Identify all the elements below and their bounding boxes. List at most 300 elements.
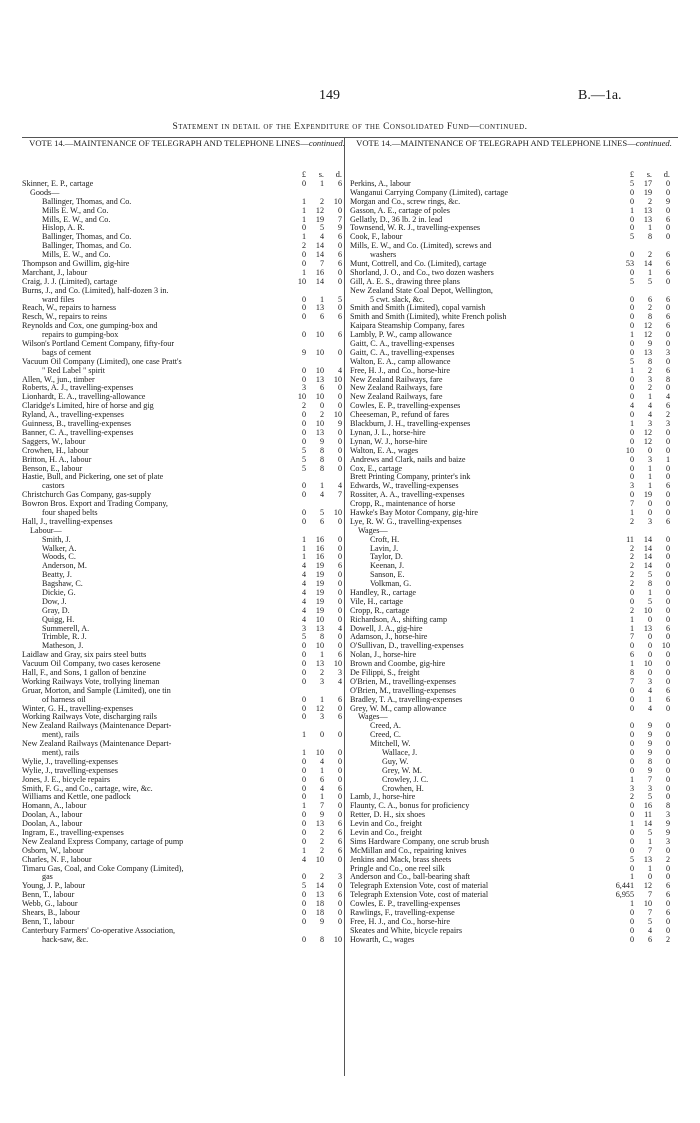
shillings-value: 12 xyxy=(643,881,652,891)
shillings-value: 0 xyxy=(647,650,652,660)
pounds-value: 0 xyxy=(301,312,306,322)
shillings-value: 19 xyxy=(643,187,652,197)
table-row xyxy=(350,322,678,331)
item-description: New Zealand Railways (Maintenance Depart- xyxy=(22,722,172,731)
left-column xyxy=(22,138,352,945)
pounds-value: 1 xyxy=(629,205,634,215)
pence-value: 3 xyxy=(337,667,342,677)
pence-value: 0 xyxy=(337,205,342,215)
pence-value: 0 xyxy=(665,614,670,624)
shillings-value: 4 xyxy=(319,490,324,500)
item-description: Vacuum Oil Company (Limited), one case Pratt's xyxy=(22,357,182,366)
item-description: Hawke's Bay Motor Company, gig-hire xyxy=(350,508,478,517)
pence-value: 0 xyxy=(665,756,670,766)
table-row xyxy=(350,678,678,687)
pence-value: 0 xyxy=(337,579,342,589)
pounds-value: 0 xyxy=(629,756,634,766)
item-description: Webb, G., labour xyxy=(22,900,78,909)
item-description: Smith and Smith (Limited), white French polish xyxy=(350,313,507,322)
shillings-value: 4 xyxy=(647,410,652,420)
pounds-value: 0 xyxy=(301,792,306,802)
shillings-value: 8 xyxy=(647,232,652,242)
pounds-value: 0 xyxy=(301,890,306,900)
pence-value: 0 xyxy=(337,401,342,411)
pence-value: 0 xyxy=(665,232,670,242)
shillings-value: 19 xyxy=(643,490,652,500)
pence-value: 0 xyxy=(665,579,670,589)
table-row xyxy=(350,802,678,811)
table-row xyxy=(350,278,678,287)
shillings-value: 2 xyxy=(647,196,652,206)
table-row xyxy=(350,233,678,242)
item-amount xyxy=(278,918,350,927)
table-row xyxy=(350,793,678,802)
pounds-value: 4 xyxy=(301,579,306,589)
shillings-value: 13 xyxy=(643,347,652,357)
item-description: Jones, J. E., bicycle repairs xyxy=(22,775,110,784)
table-row xyxy=(350,927,678,936)
page-number: 149 xyxy=(319,88,340,103)
shillings-value: 8 xyxy=(647,579,652,589)
shillings-value: 9 xyxy=(647,748,652,757)
item-description: Free, H. J., and Co., horse-hire xyxy=(350,917,450,926)
item-description: Dowell, J. A., gig-hire xyxy=(350,624,423,633)
pounds-value: 0 xyxy=(629,383,634,393)
pence-value: 6 xyxy=(665,516,670,526)
item-description: Telegraph Extension Vote, cost of material xyxy=(350,891,489,900)
item-description: Craig, J. J. (Limited), cartage xyxy=(22,277,118,286)
item-description: Cropp, R., cartage xyxy=(350,606,410,615)
shillings-value: 1 xyxy=(647,267,652,277)
pounds-value: 2 xyxy=(629,543,634,553)
pounds-value: 0 xyxy=(301,223,306,233)
pence-value: 0 xyxy=(665,676,670,686)
table-row xyxy=(350,420,678,429)
pence-value: 0 xyxy=(665,783,670,793)
pounds-value: 0 xyxy=(301,676,306,686)
shillings-value: 1 xyxy=(319,765,324,775)
pence-value: 0 xyxy=(337,756,342,766)
pounds-value: 4 xyxy=(301,605,306,615)
shillings-value: 12 xyxy=(643,330,652,340)
pence-value: 0 xyxy=(665,303,670,313)
pence-value: 6 xyxy=(337,179,342,188)
shillings-value: 5 xyxy=(647,570,652,580)
table-row xyxy=(350,731,678,740)
table-row xyxy=(350,909,678,918)
left-expenditure-list xyxy=(22,180,352,945)
shillings-value: 16 xyxy=(315,267,324,277)
shillings-value: 2 xyxy=(647,303,652,313)
table-row xyxy=(350,296,678,305)
pounds-value: 1 xyxy=(301,267,306,277)
item-description: Lynan, J. L., horse-hire xyxy=(350,428,426,437)
table-row xyxy=(22,856,352,865)
item-description: Richardson, A., shifting camp xyxy=(350,615,448,624)
item-description: ment), rails xyxy=(42,731,80,740)
pounds-value: 0 xyxy=(301,916,306,926)
item-amount xyxy=(278,313,350,322)
pounds-value: 1 xyxy=(629,507,634,517)
pence-value: 4 xyxy=(337,481,342,491)
pence-value: 0 xyxy=(665,765,670,775)
table-row xyxy=(350,447,678,456)
pence-value: 0 xyxy=(665,490,670,500)
shillings-value: 2 xyxy=(647,250,652,260)
table-row xyxy=(350,411,678,420)
table-row xyxy=(350,180,678,189)
pounds-value: 1 xyxy=(629,899,634,909)
pounds-value: 1 xyxy=(301,552,306,562)
shillings-value: 0 xyxy=(647,499,652,509)
pounds-value: 8 xyxy=(629,667,634,677)
shillings-value: 8 xyxy=(319,632,324,642)
pounds-value: 1 xyxy=(629,614,634,624)
table-row xyxy=(350,358,678,367)
item-description: Bowron Bros. Export and Trading Company, xyxy=(22,500,168,509)
shillings-value: 13 xyxy=(315,659,324,669)
pounds-value: 0 xyxy=(629,685,634,695)
item-description: Anderson, M. xyxy=(42,562,87,571)
pounds-value: 0 xyxy=(629,845,634,855)
table-row xyxy=(350,705,678,714)
pence-value: 9 xyxy=(665,196,670,206)
pounds-value: 0 xyxy=(629,250,634,260)
item-description: Young, J. P., labour xyxy=(22,882,86,891)
shillings-value: 10 xyxy=(315,854,324,864)
item-description: of harness oil xyxy=(42,695,86,704)
table-row xyxy=(22,518,352,527)
pence-value: 6 xyxy=(337,890,342,900)
shillings-value: 14 xyxy=(643,552,652,562)
item-description: Skinner, E. P., cartage xyxy=(22,180,94,188)
pence-value: 6 xyxy=(337,232,342,242)
item-description: Resch, W., repairs to reins xyxy=(22,313,108,322)
item-description: 5 cwt. slack, &c. xyxy=(370,295,425,304)
item-description: Andrews and Clark, nails and baize xyxy=(350,455,466,464)
table-row xyxy=(22,713,352,722)
shillings-value: 4 xyxy=(319,232,324,242)
shillings-value: 3 xyxy=(647,374,652,384)
item-description: New Zealand Railways (Maintenance Depart- xyxy=(22,740,172,749)
item-description: Skeates and White, bicycle repairs xyxy=(350,926,462,935)
item-description: Rawlings, F., travelling-expense xyxy=(350,909,455,918)
pence-value: 0 xyxy=(665,570,670,580)
item-amount xyxy=(278,713,350,722)
pounds-value: 4 xyxy=(301,570,306,580)
pence-value: 0 xyxy=(337,552,342,562)
shillings-value: 10 xyxy=(315,365,324,375)
table-row xyxy=(350,224,678,233)
item-description: Working Railways Vote, trollying lineman xyxy=(22,677,160,686)
pounds-value: 0 xyxy=(629,214,634,224)
pounds-value: 6,955 xyxy=(615,890,634,900)
item-description: Banner, C. A., travelling-expenses xyxy=(22,428,134,437)
pence-value: 0 xyxy=(665,925,670,935)
item-description: Blackburn, J. H., travelling-expenses xyxy=(350,420,471,429)
item-description: Wanganui Carrying Company (Limited), cartage xyxy=(350,188,508,197)
pounds-value: 1 xyxy=(301,748,306,757)
pence-value: 3 xyxy=(665,347,670,357)
item-description: Jenkins and Mack, brass sheets xyxy=(350,855,452,864)
item-description: Retter, D. H., six shoes xyxy=(350,811,426,820)
pence-value: 0 xyxy=(665,543,670,553)
item-description: Wages— xyxy=(358,713,388,722)
pounds-value: 0 xyxy=(301,250,306,260)
item-description: Taylor, D. xyxy=(370,553,403,562)
shillings-value: 8 xyxy=(319,454,324,464)
item-description: Rossiter, A. A., travelling-expenses xyxy=(350,491,465,500)
pence-value: 6 xyxy=(665,294,670,304)
item-description: Howarth, C., wages xyxy=(350,935,415,944)
shillings-value: 14 xyxy=(315,276,324,286)
table-row xyxy=(350,669,678,678)
shillings-value: 2 xyxy=(647,383,652,393)
pounds-value: 0 xyxy=(301,490,306,500)
pounds-value: 11 xyxy=(626,534,634,544)
pence-value: 0 xyxy=(337,463,342,473)
shillings-value: 7 xyxy=(647,908,652,918)
pence-value: 2 xyxy=(665,934,670,944)
shillings-value: 4 xyxy=(647,401,652,411)
pence-value: 6 xyxy=(337,259,342,269)
table-row xyxy=(350,829,678,838)
item-description: Levin and Co., freight xyxy=(350,829,422,838)
shillings-value: 3 xyxy=(647,516,652,526)
pence-value: 0 xyxy=(337,596,342,606)
table-row xyxy=(350,402,678,411)
pounds-value: 3 xyxy=(629,481,634,491)
shillings-value: 14 xyxy=(643,561,652,571)
pence-value: 0 xyxy=(337,854,342,864)
shillings-value: 8 xyxy=(647,312,652,322)
pounds-value: 0 xyxy=(301,419,306,429)
item-description: Laidlaw and Gray, six pairs steel butts xyxy=(22,651,147,660)
table-row xyxy=(350,269,678,278)
pence-value: 0 xyxy=(665,632,670,642)
pence-value: 0 xyxy=(337,632,342,642)
pence-value: 0 xyxy=(337,703,342,713)
pence-value: 6 xyxy=(665,259,670,269)
right-expenditure-list xyxy=(350,180,678,945)
pounds-value: 0 xyxy=(629,472,634,482)
table-row xyxy=(350,865,678,874)
shillings-value: 2 xyxy=(319,828,324,838)
shillings-value: 5 xyxy=(647,276,652,286)
pence-value: 7 xyxy=(337,214,342,224)
item-description: Gaitt, C. A., travelling-expenses xyxy=(350,348,455,357)
item-description: Lye, R. W. G., travelling-expenses xyxy=(350,517,462,526)
table-row xyxy=(350,287,678,296)
item-description: Wylie, J., travelling-expenses xyxy=(22,757,118,766)
shillings-value: 1 xyxy=(647,463,652,473)
shillings-value: 3 xyxy=(647,454,652,464)
item-description: Flaunty, C. A., bonus for proficiency xyxy=(350,802,470,811)
pence-value: 6 xyxy=(665,694,670,704)
item-description: Guy, W. xyxy=(382,757,409,766)
shillings-value: 19 xyxy=(315,579,324,589)
pence-value: 0 xyxy=(337,605,342,615)
table-row xyxy=(22,278,352,287)
item-description: washers xyxy=(370,251,397,260)
pence-value: 0 xyxy=(337,730,342,740)
shillings-value: 3 xyxy=(647,676,652,686)
pounds-value: 6 xyxy=(629,650,634,660)
item-description: Lamb, J., horse-hire xyxy=(350,793,416,802)
shillings-value: 8 xyxy=(647,756,652,766)
pence-value: 6 xyxy=(337,694,342,704)
table-row xyxy=(350,589,678,598)
pounds-value: 0 xyxy=(301,810,306,820)
pounds-value: 1 xyxy=(629,872,634,882)
item-description: Burns, J., and Co. (Limited), half-dozen 3 in. xyxy=(22,286,169,295)
item-description: Free, H. J., and Co., horse-hire xyxy=(350,366,450,375)
pence-value: 0 xyxy=(337,908,342,918)
table-row xyxy=(350,304,678,313)
pounds-value: 0 xyxy=(301,703,306,713)
pence-value: 6 xyxy=(665,214,670,224)
item-description: Dow, J. xyxy=(42,597,67,606)
item-description: hack-saw, &c. xyxy=(42,935,89,944)
item-amount xyxy=(606,518,678,527)
item-description: Timaru Gas, Coal, and Coke Company (Limited), xyxy=(22,864,184,873)
pounds-value: 2 xyxy=(629,516,634,526)
item-description: Wilson's Portland Cement Company, fifty-four xyxy=(22,340,175,349)
vote-heading: VOTE 14.—MAINTENANCE OF TELEGRAPH AND TELEPHONE LINES— xyxy=(29,138,309,148)
pounds-value: 4 xyxy=(301,561,306,571)
table-row xyxy=(350,820,678,829)
pence-value: 0 xyxy=(665,534,670,544)
item-amount xyxy=(278,491,350,500)
table-row xyxy=(350,198,678,207)
right-column xyxy=(350,138,678,945)
pence-value: 6 xyxy=(337,561,342,571)
pence-value: 0 xyxy=(665,187,670,197)
table-row xyxy=(350,260,678,269)
item-description: Brown and Coombe, gig-hire xyxy=(350,660,446,669)
pounds-value: 0 xyxy=(629,223,634,233)
shillings-value: 13 xyxy=(643,205,652,215)
table-row xyxy=(350,713,678,722)
table-row xyxy=(22,731,352,740)
item-description: Crowley, J. C. xyxy=(382,775,429,784)
item-description: Hall, J., travelling-expenses xyxy=(22,517,113,526)
table-row xyxy=(350,749,678,758)
shillings-value: 4 xyxy=(647,703,652,713)
pounds-value: 0 xyxy=(629,587,634,597)
item-description: Cheeseman, P., refund of fares xyxy=(350,411,450,420)
item-amount xyxy=(606,278,678,287)
pounds-value: 0 xyxy=(629,392,634,402)
pence-value: 2 xyxy=(665,854,670,864)
pence-value: 6 xyxy=(665,881,670,891)
pounds-value: 1 xyxy=(629,659,634,669)
pence-value: 6 xyxy=(665,321,670,331)
shillings-value: 17 xyxy=(643,179,652,188)
item-description: Reach, W., repairs to harness xyxy=(22,304,117,313)
pounds-value: 3 xyxy=(301,383,306,393)
pounds-value: 0 xyxy=(629,863,634,873)
pounds-value: 0 xyxy=(301,516,306,526)
pence-value: 6 xyxy=(337,330,342,340)
pence-value: 0 xyxy=(337,899,342,909)
pounds-value: 0 xyxy=(629,934,634,944)
table-row xyxy=(350,340,678,349)
table-row xyxy=(350,598,678,607)
item-amount xyxy=(606,936,678,945)
shillings-value: 16 xyxy=(315,552,324,562)
item-description: Cropp, R., maintenance of horse xyxy=(350,500,456,509)
table-row xyxy=(350,625,678,634)
shillings-value: 10 xyxy=(315,641,324,651)
item-description: Mills, E. W., and Co. xyxy=(42,251,111,260)
shillings-value: 8 xyxy=(319,934,324,944)
item-description: castors xyxy=(42,482,65,491)
pounds-value: 0 xyxy=(629,436,634,446)
pence-value: 0 xyxy=(337,748,342,757)
pounds-value: 0 xyxy=(301,427,306,437)
item-description: Christchurch Gas Company, gas-supply xyxy=(22,491,152,500)
pounds-value: 2 xyxy=(629,579,634,589)
shillings-value: 1 xyxy=(319,179,324,188)
pounds-value: 0 xyxy=(301,436,306,446)
pounds-value: 0 xyxy=(629,303,634,313)
shillings-value: 4 xyxy=(319,756,324,766)
pounds-value: 5 xyxy=(301,632,306,642)
shillings-value: 12 xyxy=(643,436,652,446)
shillings-value: 1 xyxy=(319,792,324,802)
item-description: Roberts, A. J., travelling-expenses xyxy=(22,384,134,393)
pounds-value: 1 xyxy=(629,419,634,429)
shillings-value: 6 xyxy=(319,774,324,784)
item-amount xyxy=(278,856,350,865)
shillings-value: 2 xyxy=(319,845,324,855)
item-description: repairs to gumping-box xyxy=(42,331,119,340)
shillings-value: 0 xyxy=(319,730,324,740)
item-description: Wallace, J. xyxy=(382,749,418,757)
item-description: Hislop, A. R. xyxy=(42,224,85,233)
item-description: Britton, H. A., labour xyxy=(22,455,92,464)
item-amount xyxy=(278,331,350,340)
item-description: Saggers, W., labour xyxy=(22,437,86,446)
pounds-value: 1 xyxy=(629,623,634,633)
table-row xyxy=(350,740,678,749)
item-description: Walton, E. A., wages xyxy=(350,446,419,455)
pence-value: 0 xyxy=(337,810,342,820)
table-row xyxy=(350,847,678,856)
table-row xyxy=(350,393,678,402)
item-description: Pringle and Co., one reel silk xyxy=(350,864,445,873)
item-description: Nolan, J., horse-hire xyxy=(350,651,417,660)
pence-value: 0 xyxy=(665,916,670,926)
table-row xyxy=(350,456,678,465)
shillings-value: 2 xyxy=(319,667,324,677)
pounds-value: 4 xyxy=(301,596,306,606)
table-row xyxy=(350,500,678,509)
pounds-value: 5 xyxy=(301,454,306,464)
item-description: Gasson, A. E., cartage of poles xyxy=(350,206,450,215)
pence-value: 0 xyxy=(665,596,670,606)
vote-heading: VOTE 14.—MAINTENANCE OF TELEGRAPH AND TELEPHONE LINES— xyxy=(356,138,636,148)
item-description: Anderson and Co., ball-bearing shaft xyxy=(350,873,471,882)
item-description: Brett Printing Company, printer's ink xyxy=(350,473,471,482)
table-row xyxy=(350,509,678,518)
pence-value: 0 xyxy=(337,436,342,446)
pounds-value: 0 xyxy=(629,339,634,349)
pence-value: 0 xyxy=(337,392,342,402)
pence-value: 6 xyxy=(337,845,342,855)
item-description: New Zealand Railways, fare xyxy=(350,375,443,384)
